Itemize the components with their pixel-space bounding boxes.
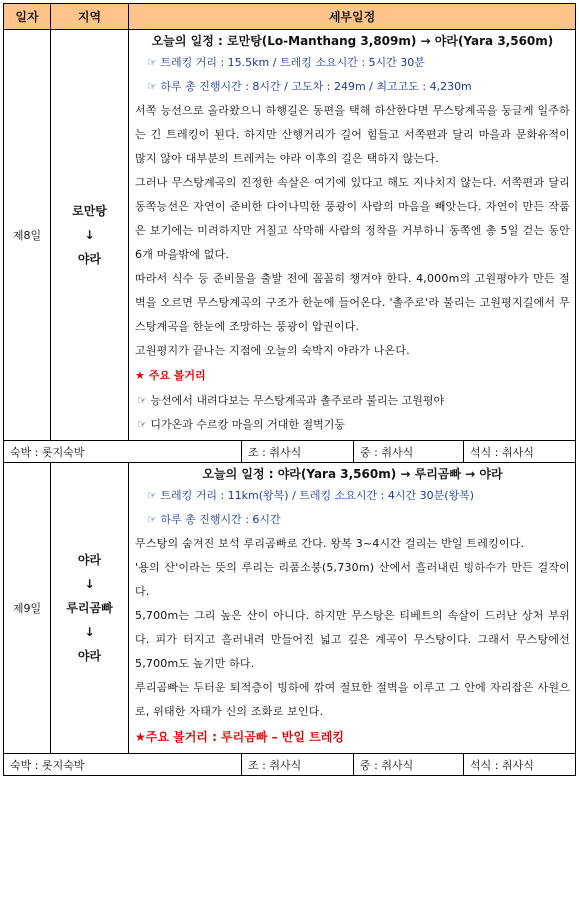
day8-lunch: 중 : 취사식 [354, 441, 464, 463]
day8-footer-row [4, 441, 576, 463]
day8-trek-info: ☞ 트레킹 거리 : 15.5km / 트레킹 소요시간 : 5시간 30분 [147, 56, 425, 69]
day8-paragraph: 따라서 식수 등 준비물을 출발 전에 꼼꼼히 챙겨야 한다. 4,000m의 고원평야가 만든 절벽을 오르면 무스탕계곡의 구조가 한눈에 들어온다. '촐주로'라 불리는 고원평지길에서 무스탕계곡을 한눈에 조망하는 풍광이 압권이다. [135, 272, 570, 333]
day8-dinner: 석식 : 취사식 [464, 441, 576, 463]
day9-footer-row [4, 754, 576, 776]
day9-paragraph: '용의 산'이라는 뜻의 루리는 리품소붕(5,730m) 산에서 흘러내린 빙하수가 만든 걸작이다. [135, 561, 570, 598]
day8-location [51, 30, 129, 441]
header-date: 일자 [4, 4, 51, 30]
header-region: 지역 [51, 4, 129, 30]
day9-paragraph: 5,700m는 그리 높은 산이 아니다. 하지만 무스탕은 티베트의 속살이 드러난 상처 부위다. 피가 터지고 흘러내려 만들어진 넓고 깊은 계곡이 무스탕이다. 그래서 무스탕에선 5,700m도 높기만 하다. [135, 609, 570, 670]
day8-paragraph: 그러나 무스탕계곡의 진정한 속살은 여기에 있다고 해도 지나치지 않는다. 서쪽편과 달리 동쪽능선은 자연이 준비한 다이나믹한 풍광이 사람의 마음을 빼앗는다. 자연이 만든 작품은 보기에는 미려하지만 거칠고 삭막해 사람의 정착을 거부하니 동쪽엔 총 5일 걷는 동안 6개 마을밖에 없다. [135, 176, 570, 261]
day9-breakfast: 조 : 취사식 [242, 754, 354, 776]
day9-dinner: 석식 : 취사식 [464, 754, 576, 776]
day9-title: 오늘의 일정 : 야라(Yara 3,560m) → 루리곰빠 → 야라 [202, 467, 503, 481]
day8-to: 야라 [77, 252, 102, 266]
day9-paragraph: 무스탕의 숨겨진 보석 루리곰빠로 간다. 왕복 3~4시간 걸리는 반일 트레킹이다. [135, 537, 525, 550]
day9-detail [129, 463, 576, 754]
day8-breakfast: 조 : 취사식 [242, 441, 354, 463]
day9-lodging: 숙박 : 롯지숙박 [4, 754, 242, 776]
day8-label: 제8일 [4, 30, 51, 441]
down-arrow-icon: ↓ [84, 577, 95, 591]
day8-from: 로만탕 [72, 204, 107, 218]
day9-lunch: 중 : 취사식 [354, 754, 464, 776]
day9-to: 야라 [77, 649, 102, 663]
day8-paragraph: 고원평지가 끝나는 지점에 오늘의 숙박지 야라가 나온다. [135, 344, 410, 357]
day9-total-info: ☞ 하루 총 진행시간 : 6시간 [147, 513, 281, 526]
day8-paragraph: 서쪽 능선으로 올라왔으니 하행길은 동편을 택해 하산한다면 무스탕계곡을 둥글게 일주하는 긴 트레킹이 된다. 하지만 산행거리가 길어 힘들고 서쪽편과 달리 마을과 문화유적이 많지 않아 대부분의 트레커는 야라 이후의 길은 택하지 않는다. [135, 104, 570, 165]
day8-detail [129, 30, 576, 441]
down-arrow-icon: ↓ [84, 228, 95, 242]
down-arrow-icon: ↓ [84, 625, 95, 639]
day8-bullet: ☞ 디가온과 수르캉 마을의 거대한 절벽기둥 [137, 418, 345, 431]
day8-title: 오늘의 일정 : 로만탕(Lo-Manthang 3,809m) → 야라(Yara 3,560m) [151, 34, 554, 48]
header-row [4, 4, 576, 30]
day9-paragraph: 루리곰빠는 두터운 퇴적층이 빙하에 깎여 절묘한 절벽을 이루고 그 안에 자리잡은 사원으로, 위태한 자태가 신의 조화로 보인다. [135, 681, 570, 718]
day8-highlight-title: ★ 주요 볼거리 [135, 369, 206, 382]
day9-label: 제9일 [4, 463, 51, 754]
day8-bullet: ☞ 능선에서 내려다보는 무스탕계곡과 촐주로라 불리는 고원평야 [137, 394, 445, 407]
header-detail: 세부일정 [129, 4, 576, 30]
day9-from: 야라 [77, 553, 102, 567]
day8-lodging: 숙박 : 롯지숙박 [4, 441, 242, 463]
day9-row [4, 463, 576, 754]
day9-mid: 루리곰빠 [66, 601, 113, 615]
day9-trek-info: ☞ 트레킹 거리 : 11km(왕복) / 트레킹 소요시간 : 4시간 30분(왕복) [147, 489, 475, 502]
day9-highlight-title: ★주요 볼거리 : 루리곰빠 – 반일 트레킹 [135, 730, 344, 744]
itinerary-table [3, 3, 576, 776]
day9-location [51, 463, 129, 754]
day8-row [4, 30, 576, 441]
day8-total-info: ☞ 하루 총 진행시간 : 8시간 / 고도차 : 249m / 최고고도 : 4,230m [147, 80, 472, 93]
